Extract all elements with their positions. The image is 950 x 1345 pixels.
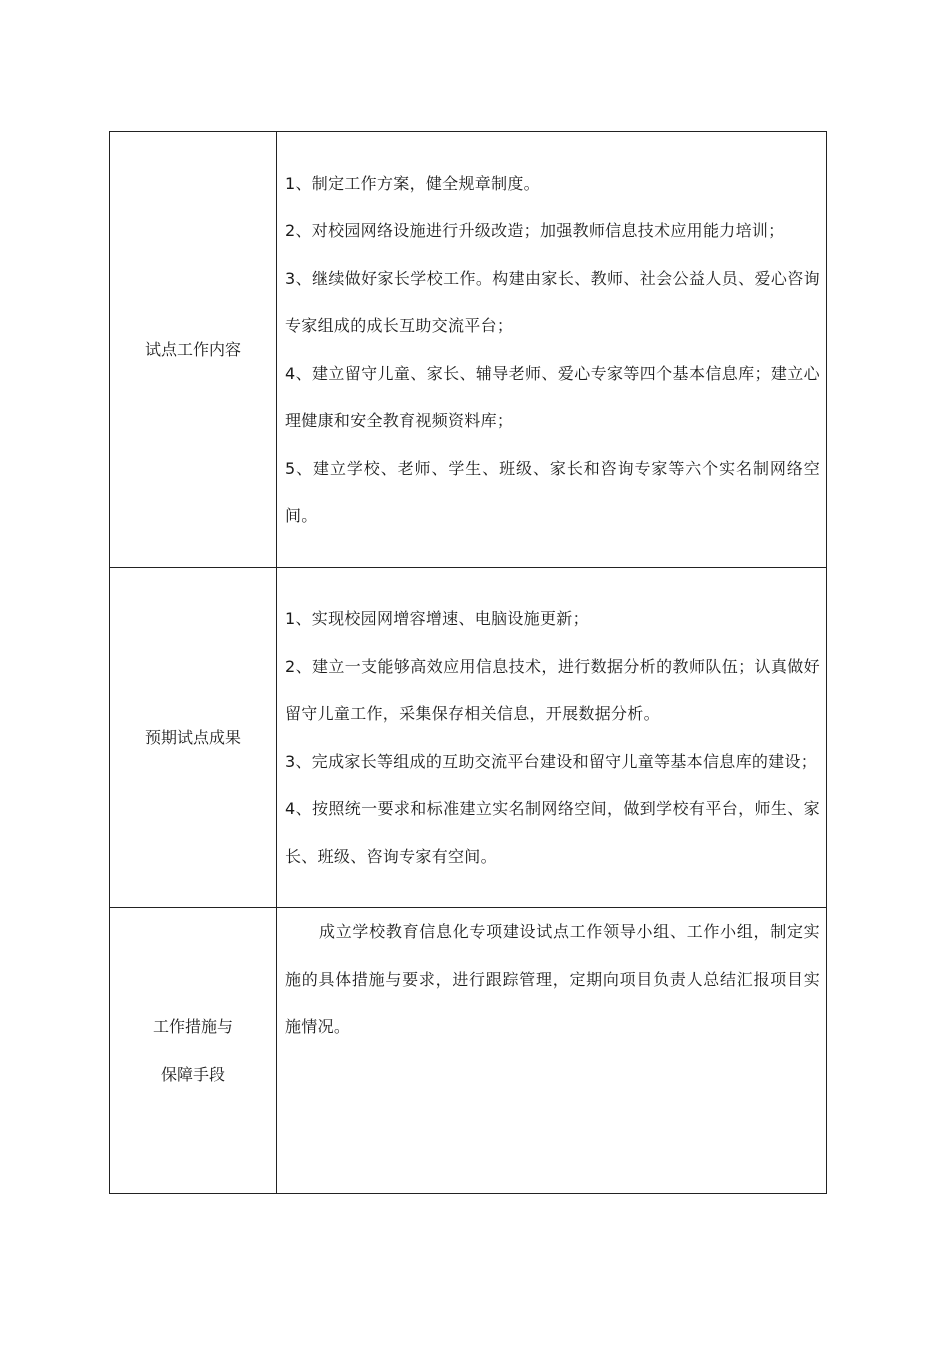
- list-item: 1、实现校园网增容增速、电脑设施更新；: [285, 609, 589, 628]
- list-item: 5、建立学校、老师、学生、班级、家长和咨询专家等六个实名制网络空间。: [285, 458, 820, 525]
- pilot-work-table: [109, 131, 827, 1194]
- row-content-expected-results: [277, 568, 827, 908]
- row-label-work-content: [110, 132, 277, 568]
- row-label-text: 保障手段: [160, 1064, 225, 1084]
- row-label-measures: [110, 908, 277, 1194]
- list-item: 2、对校园网络设施进行升级改造；加强教师信息技术应用能力培训；: [285, 221, 785, 240]
- list-item: 2、建立一支能够高效应用信息技术，进行数据分析的教师队伍；认真做好留守儿童工作，采集保存相关信息，开展数据分析。: [285, 656, 820, 723]
- row-label-expected-results: [110, 568, 277, 908]
- row-label-text: 工作措施与: [152, 1016, 233, 1036]
- row-content-work-content: [277, 132, 827, 568]
- list-item: 4、按照统一要求和标准建立实名制网络空间，做到学校有平台，师生、家长、班级、咨询专家有空间。: [285, 799, 820, 866]
- row-content-measures: [277, 908, 827, 1194]
- row-label-text: 试点工作内容: [144, 339, 241, 359]
- table-row-expected-results: [110, 568, 827, 908]
- table-row-measures: [110, 908, 827, 1194]
- list-item: 3、继续做好家长学校工作。构建由家长、教师、社会公益人员、爱心咨询专家组成的成长互助交流平台；: [285, 268, 820, 335]
- row-label-text: 预期试点成果: [144, 727, 241, 747]
- table-row-work-content: [110, 132, 827, 568]
- list-item: 1、制定工作方案，健全规章制度。: [285, 173, 540, 193]
- paragraph: 成立学校教育信息化专项建设试点工作领导小组、工作小组，制定实施的具体措施与要求，进行跟踪管理，定期向项目负责人总结汇报项目实施情况。: [285, 922, 820, 1036]
- list-item: 4、建立留守儿童、家长、辅导老师、爱心专家等四个基本信息库；建立心理健康和安全教育视频资料库；: [285, 363, 820, 430]
- list-item: 3、完成家长等组成的互助交流平台建设和留守儿童等基本信息库的建设；: [285, 751, 818, 771]
